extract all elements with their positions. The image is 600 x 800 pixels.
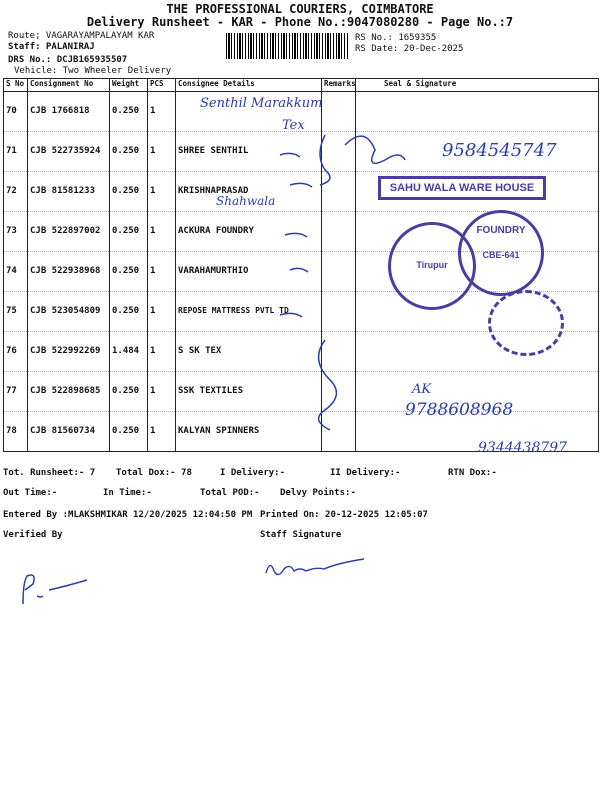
route-label: Route; VAGARAYAMPALAYAM KAR: [8, 31, 155, 41]
verified-by: Verified By: [3, 530, 63, 540]
remark-swirl: [319, 340, 337, 430]
staff-signature-label: Staff Signature: [260, 530, 342, 540]
row-pcs: 1: [148, 292, 176, 332]
remark-tick: [290, 268, 308, 272]
remark-signature-row71: [345, 136, 405, 163]
out-time: Out Time:-: [3, 488, 58, 498]
remark-tick: [280, 153, 300, 157]
row-pcs: 1: [148, 372, 176, 412]
row-consignee: KRISHNAPRASAD: [176, 172, 322, 212]
row-pcs: 1: [148, 412, 176, 452]
row-consignee: SHREE SENTHIL: [176, 132, 322, 172]
table-header: [4, 79, 599, 92]
staff-label: Staff: PALANIRAJ: [8, 42, 95, 52]
row-consignment: CJB 522992269: [28, 332, 110, 372]
vehicle-label: Vehicle: Two Wheeler Delivery: [14, 66, 172, 76]
row-sno: 74: [4, 252, 28, 292]
row-consignment: CJB 81560734: [28, 412, 110, 452]
row-consignment: CJB 523054809: [28, 292, 110, 332]
row-consignment: CJB 522735924: [28, 132, 110, 172]
row-weight: 0.250: [110, 172, 148, 212]
entered-by: Entered By :MLAKSHMIKAR 12/20/2025 12:04:50 PM: [3, 510, 253, 520]
row-consignment: CJB 1766818: [28, 92, 110, 132]
round-stamp-1: Tirupur: [388, 222, 476, 310]
row-weight: 0.250: [110, 412, 148, 452]
row-consignee: REPOSE MATTRESS PVTL TD: [176, 292, 322, 332]
col-weight: Weight: [110, 79, 148, 92]
row-pcs: 1: [148, 132, 176, 172]
handwritten-note-row70: Tex: [282, 118, 305, 133]
col-sno: S No: [4, 79, 28, 92]
remark-tick: [280, 313, 302, 317]
row-weight: 0.250: [110, 292, 148, 332]
row-weight: 0.250: [110, 212, 148, 252]
round-stamp-2: [488, 290, 564, 356]
row-consignee: VARAHAMURTHIO: [176, 252, 322, 292]
row-sno: 72: [4, 172, 28, 212]
row-consignee: KALYAN SPINNERS: [176, 412, 322, 452]
handwritten-phone-row71: 9584545747: [442, 140, 557, 161]
col-seal: Seal & Signature: [356, 79, 599, 92]
tot-runsheet: Tot. Runsheet:- 7: [3, 468, 96, 478]
foundry-stamp: [458, 210, 544, 296]
row-sno: 76: [4, 332, 28, 372]
row-consignment: CJB 522898685: [28, 372, 110, 412]
foundry-stamp-code: CBE-641: [482, 250, 520, 260]
handwritten-phone-row77: 9788608968: [405, 400, 514, 420]
row-weight: 0.250: [110, 252, 148, 292]
remark-tick: [290, 183, 312, 187]
total-pod: Total POD:-: [200, 488, 260, 498]
row-weight: 0.250: [110, 132, 148, 172]
row-weight: 0.250: [110, 92, 148, 132]
row-sno: 77: [4, 372, 28, 412]
row-pcs: 1: [148, 332, 176, 372]
col-consignment: Consignment No: [28, 79, 110, 92]
row-sno: 70: [4, 92, 28, 132]
row-sno: 71: [4, 132, 28, 172]
delvy-points: Delvy Points:-: [280, 488, 356, 498]
verifier-signature: [15, 570, 95, 610]
row-pcs: 1: [148, 172, 176, 212]
row-weight: 1.484: [110, 332, 148, 372]
ii-delivery: II Delivery:-: [330, 468, 401, 478]
handwritten-name-row70: Senthil Marakkum: [200, 96, 323, 111]
row-pcs: 1: [148, 92, 176, 132]
rtn-dox: RTN Dox:-: [448, 468, 497, 478]
row-pcs: 1: [148, 252, 176, 292]
sahu-wala-stamp: SAHU WALA WARE HOUSE: [378, 176, 546, 200]
barcode: [226, 33, 348, 59]
printed-on: Printed On: 20-12-2025 12:05:07: [260, 510, 428, 520]
col-remarks: Remarks: [322, 79, 356, 92]
staff-signature: [262, 555, 372, 580]
row-consignee: S SK TEX: [176, 332, 322, 372]
row-sno: 75: [4, 292, 28, 332]
foundry-stamp-top: FOUNDRY: [476, 225, 526, 236]
col-pcs: PCS: [148, 79, 176, 92]
total-dox: Total Dox:- 78: [116, 468, 192, 478]
handwritten-name-row72: Shahwala: [216, 194, 276, 208]
company-title: THE PROFESSIONAL COURIERS, COIMBATORE: [166, 2, 434, 16]
rs-date: RS Date: 20-Dec-2025: [355, 44, 464, 54]
col-consignee: Consignee Details: [176, 79, 322, 92]
handwritten-initial-row77: AK: [412, 382, 432, 397]
row-consignment: CJB 522938968: [28, 252, 110, 292]
i-delivery: I Delivery:-: [220, 468, 286, 478]
in-time: In Time:-: [103, 488, 152, 498]
handwritten-phone-row78: 9344438797: [478, 440, 568, 456]
drs-number: DRS No.: DCJB165935507: [8, 55, 128, 65]
remark-swirl: [320, 135, 330, 185]
remark-tick: [285, 233, 307, 237]
row-pcs: 1: [148, 212, 176, 252]
row-sno: 73: [4, 212, 28, 252]
row-sno: 78: [4, 412, 28, 452]
row-weight: 0.250: [110, 372, 148, 412]
row-consignee: ACKURA FOUNDRY: [176, 212, 322, 252]
row-consignment: CJB 81581233: [28, 172, 110, 212]
row-consignee: SSK TEXTILES: [176, 372, 322, 412]
runsheet-subtitle: Delivery Runsheet - KAR - Phone No.:9047080280 - Page No.:7: [86, 15, 514, 29]
row-consignment: CJB 522897002: [28, 212, 110, 252]
rs-number: RS No.: 1659355: [355, 33, 437, 43]
